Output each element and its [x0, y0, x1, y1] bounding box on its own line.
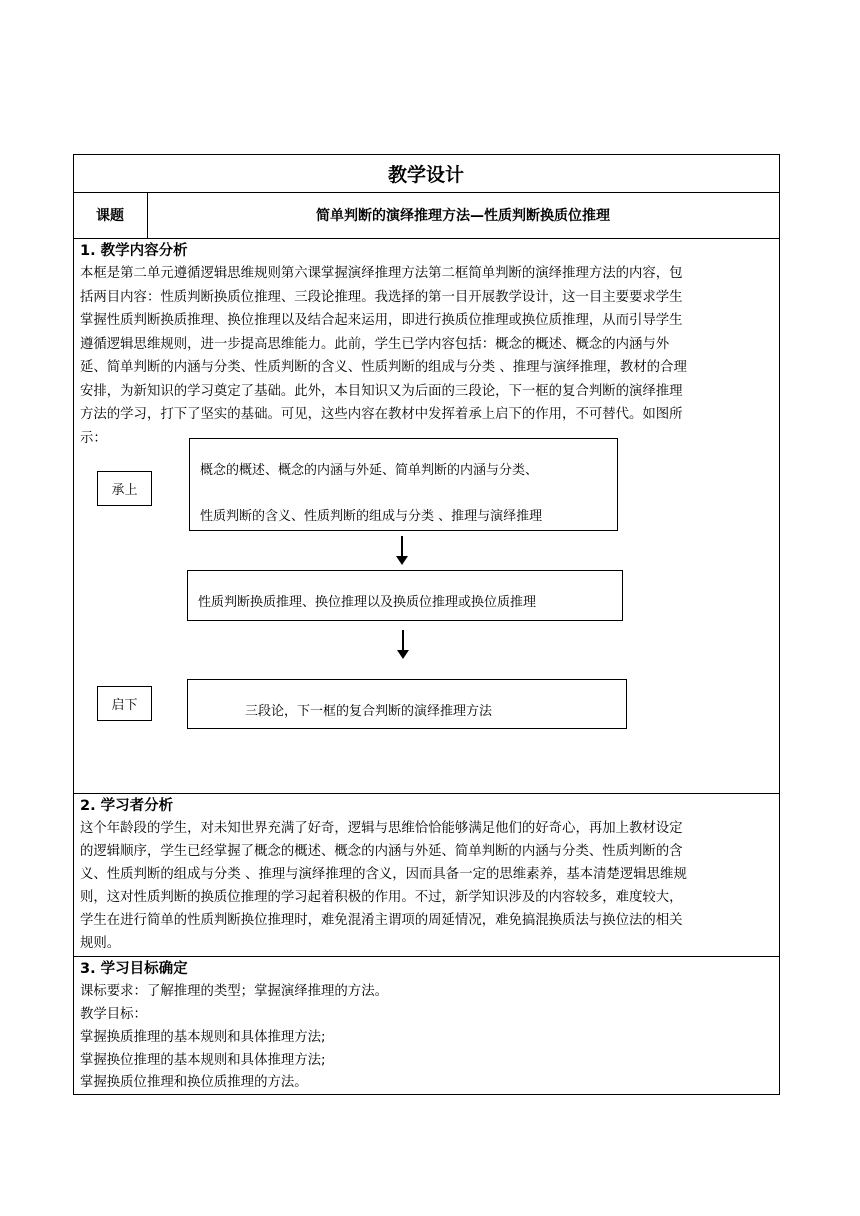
objective-line: 掌握换质推理的基本规则和具体推理方法;: [80, 1030, 326, 1045]
paragraph-line: 学生在进行简单的性质判断换位推理时，难免混淆主谓项的周延情况，难免搞混换质法与换位法的相关: [80, 913, 683, 928]
paragraph-line: 安排，为新知识的学习奠定了基础。此外，本目知识又为后面的三段论，下一框的复合判断的演绎推理: [80, 384, 683, 399]
paragraph-line: 延、简单判断的内涵与分类、性质判断的含义、性质判断的组成与分类 、推理与演绎推理，教材的合理: [80, 360, 687, 375]
prior-knowledge-line-2: 性质判断的含义、性质判断的组成与分类 、推理与演绎推理: [200, 509, 543, 524]
section-heading-learning-objectives: 3. 学习目标确定: [80, 961, 188, 977]
paragraph-line: 这个年龄段的学生，对未知世界充满了好奇，逻辑与思维恰恰能够满足他们的好奇心，再加上教材设定: [80, 821, 683, 836]
paragraph-line: 方法的学习，打下了坚实的基础。可见，这些内容在教材中发挥着承上启下的作用，不可替代。如图所: [80, 407, 683, 422]
lesson-label: 课题: [96, 208, 124, 224]
section-heading-content-analysis: 1. 教学内容分析: [80, 243, 188, 259]
next-topic-text: 三段论，下一框的复合判断的演绎推理方法: [245, 704, 493, 719]
paragraph-line: 义、性质判断的组成与分类 、推理与演绎推理的含义，因而具备一定的思维素养，基本清楚逻辑思维规: [80, 867, 687, 882]
objective-line: 课标要求：了解推理的类型；掌握演绎推理的方法。: [80, 984, 388, 999]
prior-knowledge-box: [189, 438, 618, 531]
side-label-top: 承上: [97, 471, 152, 506]
row-divider: [73, 238, 780, 239]
next-topic-box: [187, 679, 627, 729]
down-arrow-icon: [401, 536, 403, 557]
paragraph-line: 规则。: [80, 936, 121, 951]
objective-line: 掌握换质位推理和换位质推理的方法。: [80, 1075, 308, 1090]
paragraph-line: 示：: [80, 431, 107, 446]
side-label-bottom: 启下: [97, 686, 152, 721]
paragraph-line: 掌握性质判断换质推理、换位推理以及结合起来运用，即进行换质位推理或换位质推理，从而引导学生: [80, 313, 683, 328]
page-title: 教学设计: [387, 163, 464, 186]
paragraph-line: 本框是第二单元遵循逻辑思维规则第六课掌握演绎推理方法第二框简单判断的演绎推理方法的内容，包: [80, 266, 683, 281]
paragraph-line: 的逻辑顺序，学生已经掌握了概念的概述、概念的内涵与外延、简单判断的内涵与分类、性质判断的含: [80, 844, 683, 859]
objective-line: 掌握换位推理的基本规则和具体推理方法;: [80, 1053, 326, 1068]
row-divider: [73, 956, 780, 957]
row-divider: [73, 793, 780, 794]
section-heading-learner-analysis: 2. 学习者分析: [80, 798, 174, 814]
paragraph-line: 遵循逻辑思维规则，进一步提高思维能力。此前，学生已学内容包括：概念的概述、概念的内涵与外: [80, 337, 670, 352]
lesson-title: 简单判断的演绎推理方法—性质判断换质位推理: [316, 208, 610, 224]
paragraph-line: 括两目内容：性质判断换质位推理、三段论推理。我选择的第一目开展教学设计，这一目主要要求学生: [80, 290, 683, 305]
paragraph-line: 则，这对性质判断的换质位推理的学习起着积极的作用。不过，新学知识涉及的内容较多，难度较大，: [80, 890, 683, 905]
objective-line: 教学目标：: [80, 1007, 147, 1022]
current-topic-text: 性质判断换质推理、换位推理以及换质位推理或换位质推理: [198, 595, 537, 610]
current-topic-box: [187, 570, 623, 621]
down-arrow-icon: [402, 630, 404, 651]
prior-knowledge-line-1: 概念的概述、概念的内涵与外延、简单判断的内涵与分类、: [200, 463, 539, 478]
